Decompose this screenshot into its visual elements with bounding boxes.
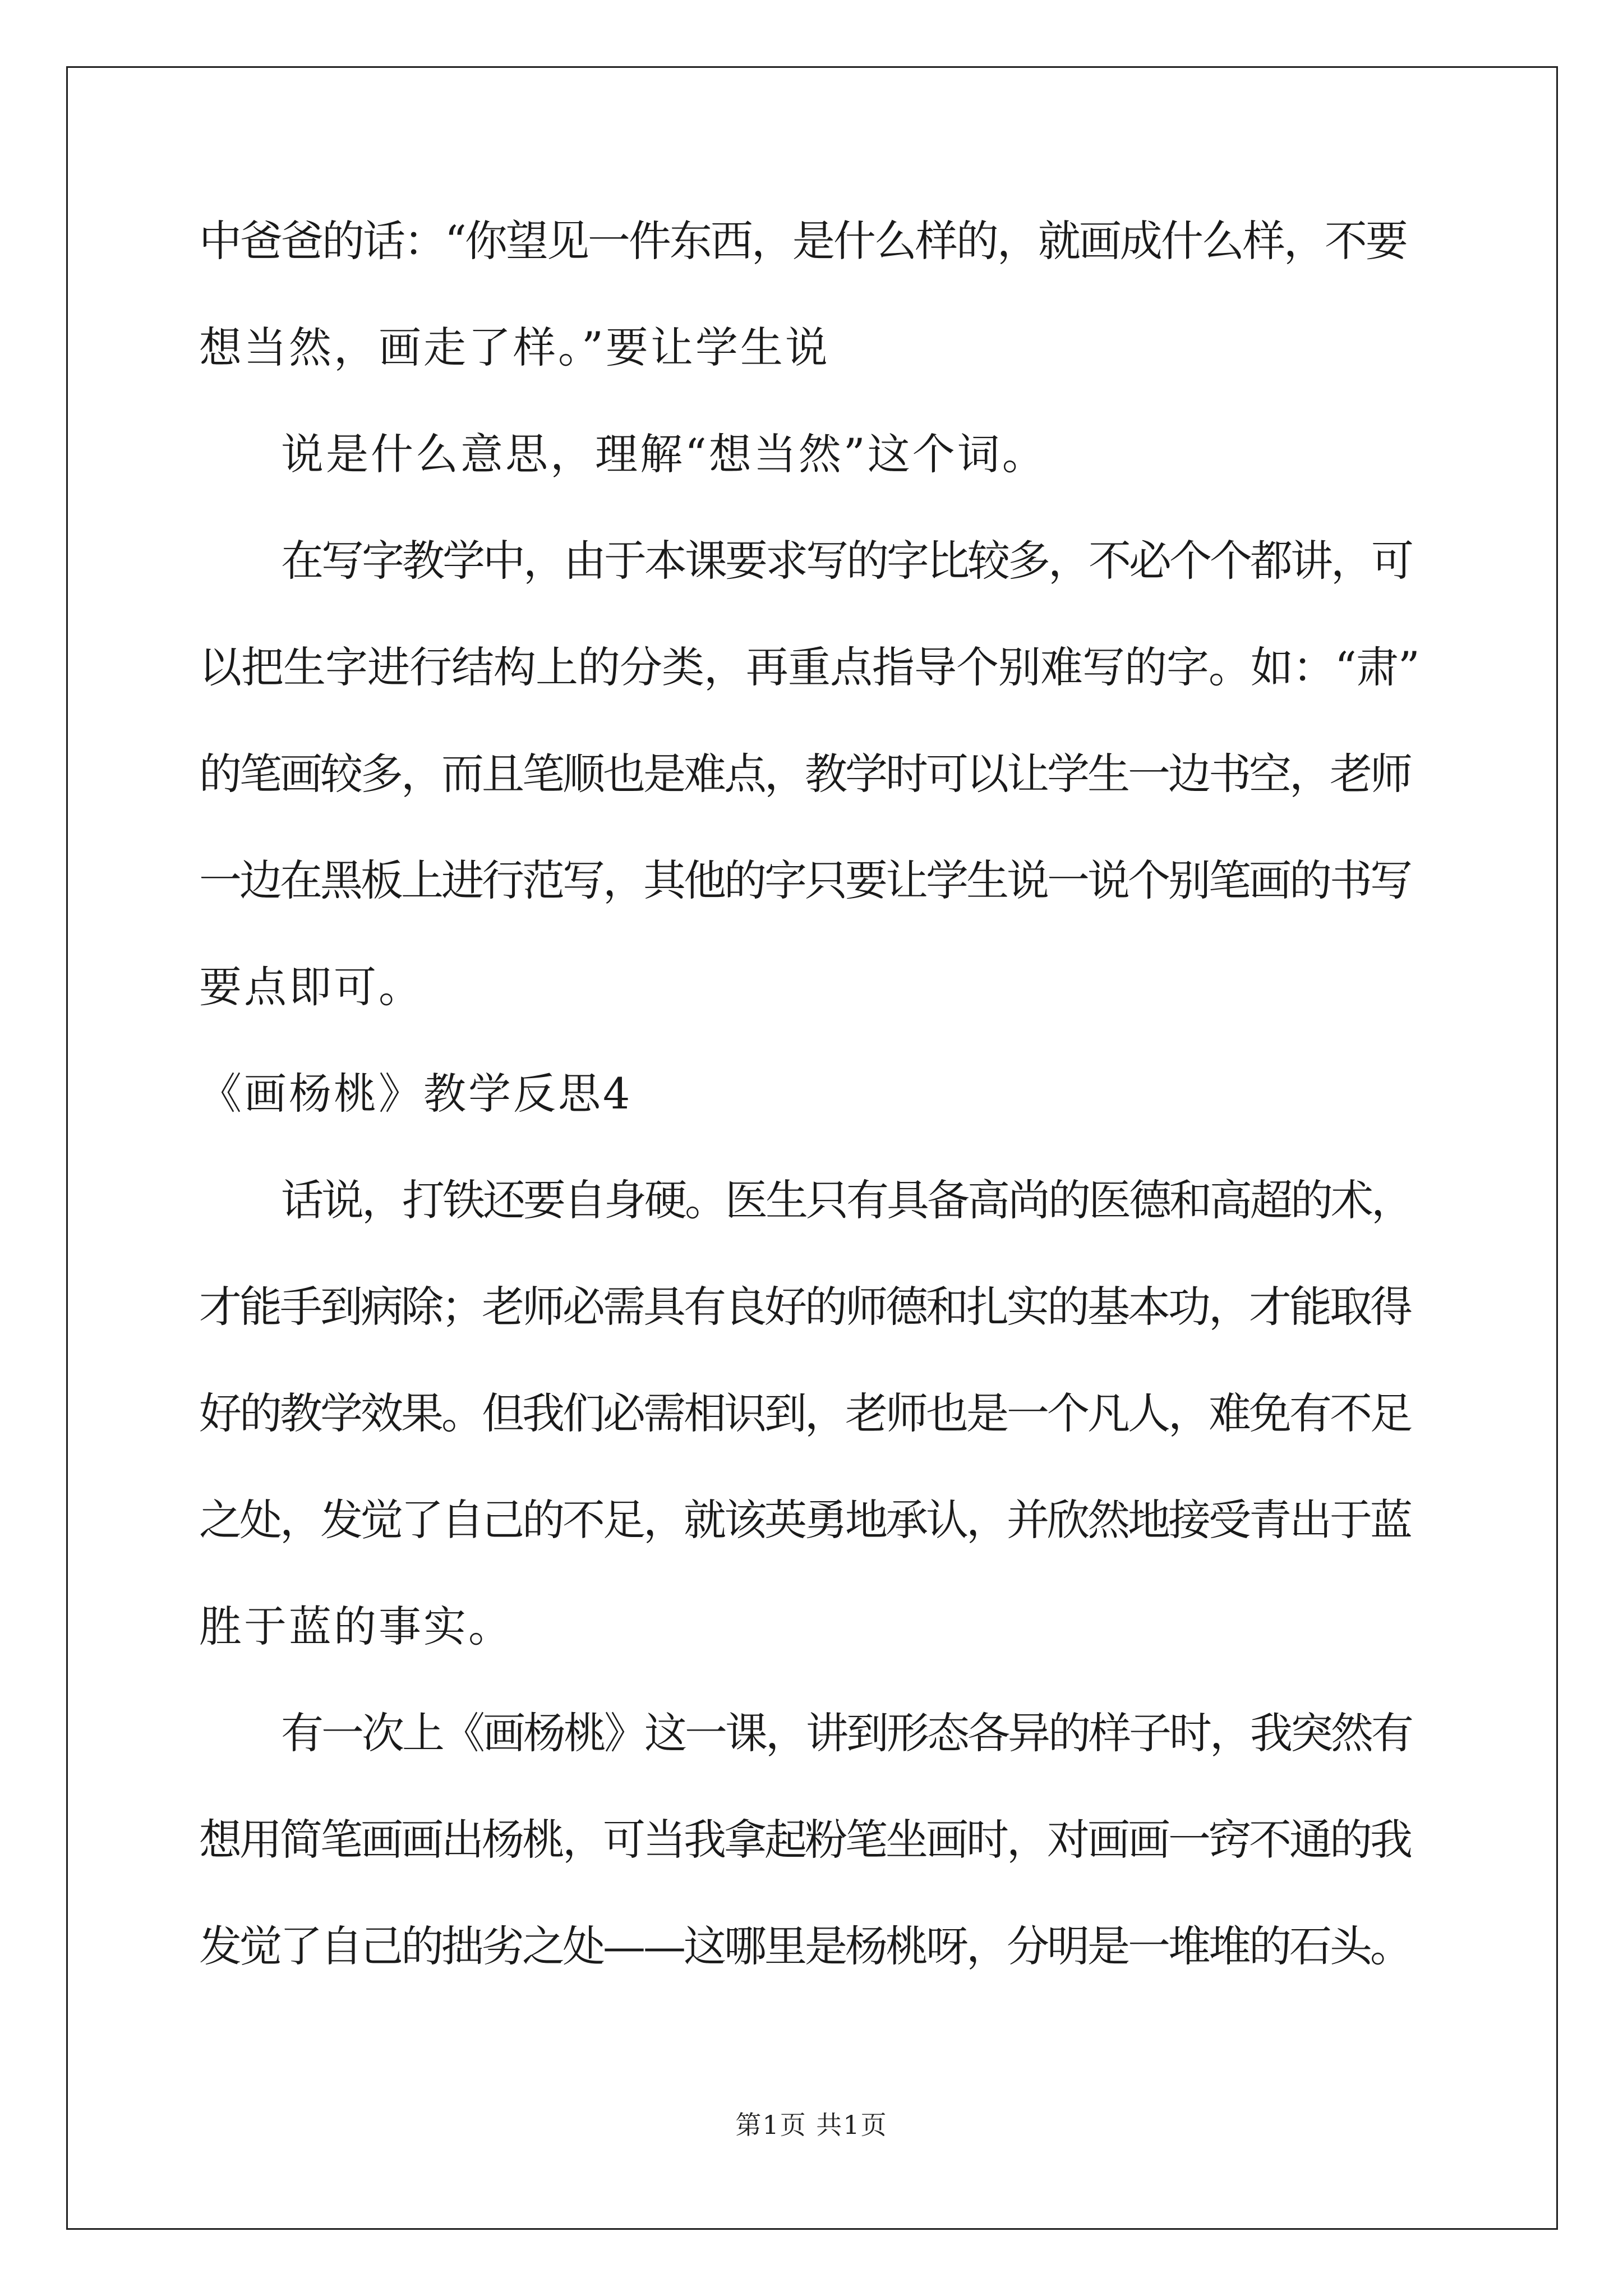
- paragraph-line: 胜于蓝的事实。: [199, 1602, 513, 1651]
- paragraph-line: 以把生字进行结构上的分类，再重点指导个别难写的字。如：“肃”: [199, 642, 1419, 692]
- paragraph-line: 中爸爸的话：“你望见一件东西，是什么样的，就画成什么样，不要: [199, 216, 1407, 266]
- paragraph-line: 想用简笔画画出杨桃，可当我拿起粉笔坐画时，对画画一窍不通的我: [199, 1815, 1410, 1865]
- paragraph-line: 话说，打铁还要自身硬。医生只有具备高尚的医德和高超的术，: [281, 1175, 1412, 1225]
- page-number: 第1页 共1页: [735, 2110, 888, 2140]
- paragraph-line: 才能手到病除；老师必需具有良好的师德和扎实的基本功，才能取得: [199, 1282, 1410, 1332]
- paragraph-line: 说是什么意思，理解“想当然”这个词。: [281, 429, 1047, 479]
- page-border: [66, 66, 1558, 2230]
- paragraph-line: 有一次上《画杨桃》这一课，讲到形态各异的样子时，我突然有: [281, 1708, 1412, 1758]
- paragraph-line: 要点即可。: [199, 962, 423, 1012]
- paragraph-line: 之处，发觉了自己的不足，就该英勇地承认，并欣然地接受青出于蓝: [199, 1495, 1410, 1545]
- paragraph-line: 想当然，画走了样。”要让学生说: [199, 323, 830, 372]
- paragraph-line: 一边在黑板上进行范写，其他的字只要让学生说一说个别笔画的书写: [199, 855, 1410, 905]
- paragraph-line: 在写字教学中，由于本课要求写的字比较多，不必个个都讲，可: [281, 536, 1412, 586]
- paragraph-line: 发觉了自己的拙劣之处——这哪里是杨桃呀，分明是一堆堆的石头。: [199, 1921, 1410, 1971]
- section-heading: 《画杨桃》教学反思4: [199, 1069, 633, 1119]
- paragraph-line: 的笔画较多，而且笔顺也是难点，教学时可以让学生一边书空，老师: [199, 749, 1410, 799]
- paragraph-line: 好的教学效果。但我们必需相识到，老师也是一个凡人，难免有不足: [199, 1388, 1410, 1438]
